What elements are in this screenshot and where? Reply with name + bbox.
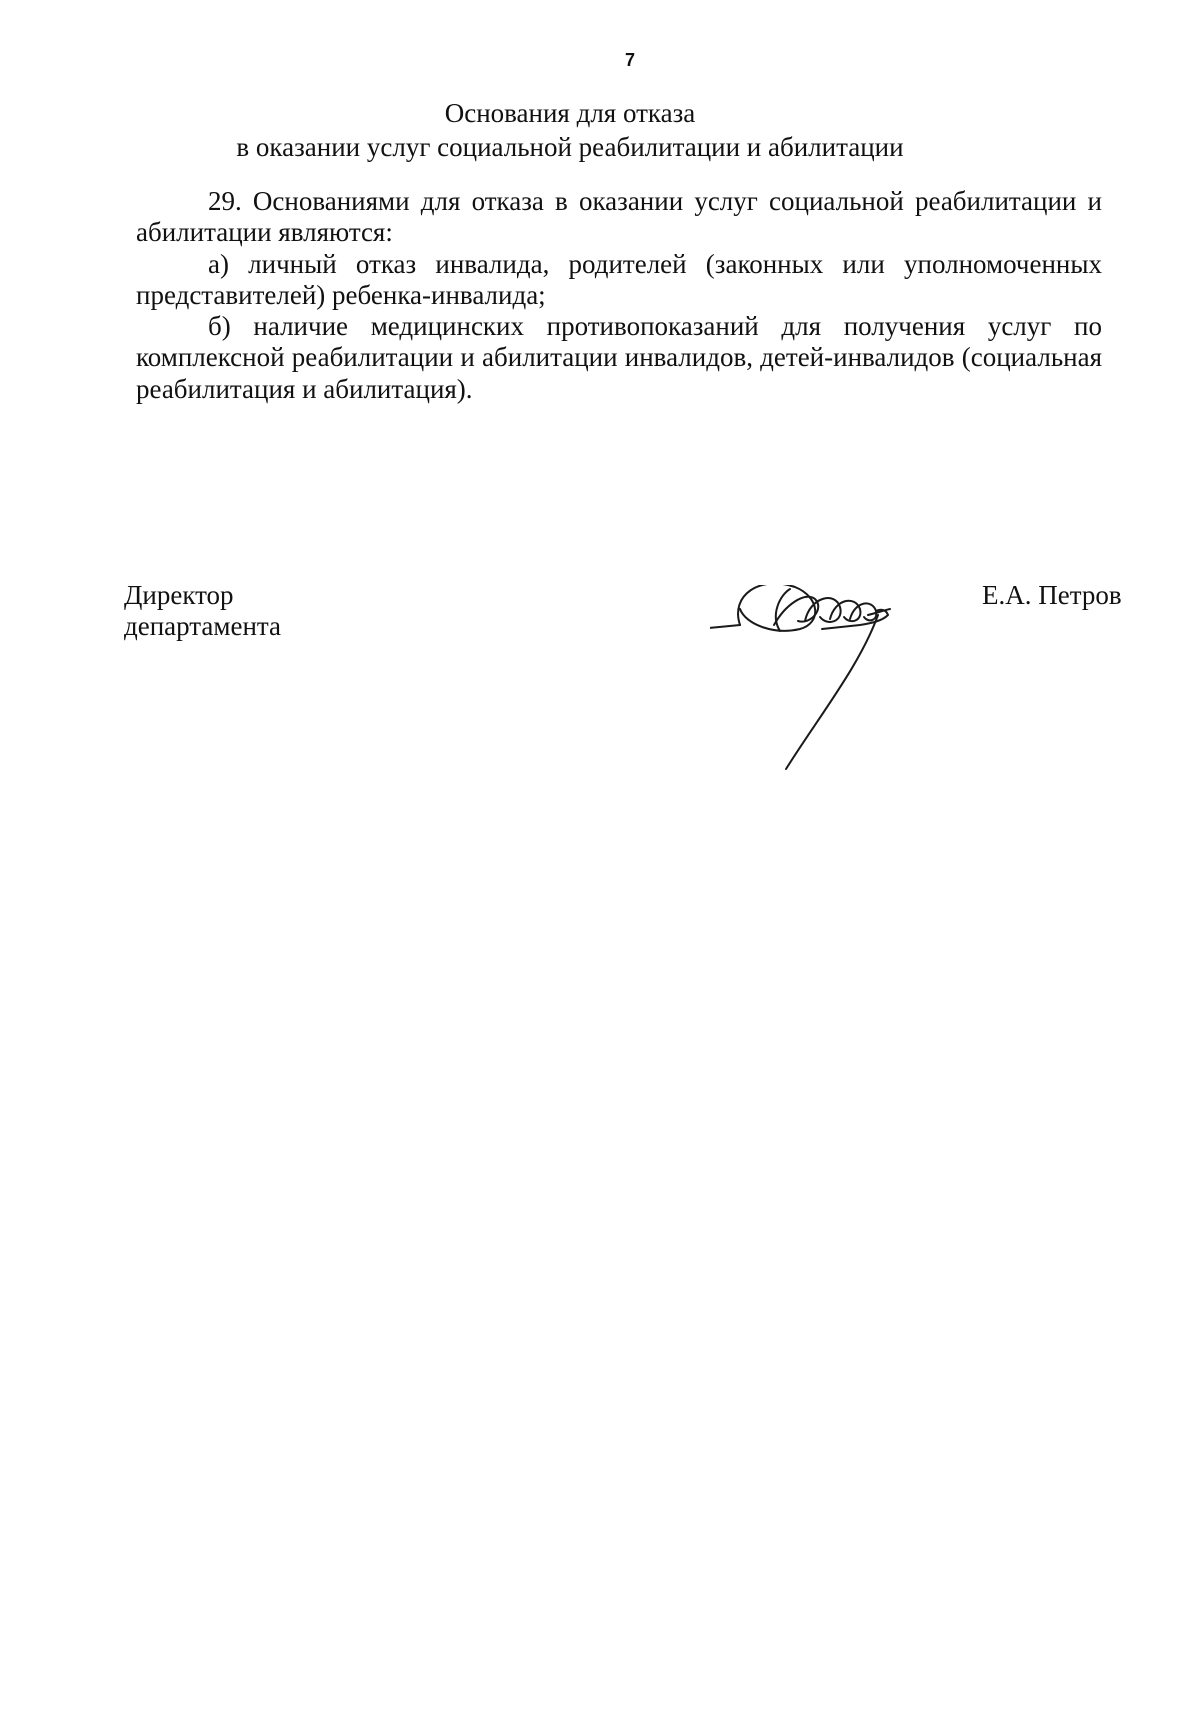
position-line-1: Директор [124, 580, 234, 610]
paragraph-29: 29. Основаниями для отказа в оказании услуг социальной реабилитации и абилитации являются: [136, 186, 1102, 248]
body-text [136, 186, 1102, 405]
handwritten-signature [710, 585, 950, 775]
title-line-1: Основания для отказа [444, 98, 696, 128]
page-number: 7 [624, 50, 635, 70]
section-title [0, 96, 1140, 164]
paragraph-a: а) личный отказ инвалида, родителей (законных или уполномоченных представителей) ребенка-инвалида; [136, 248, 1102, 310]
title-line-2: в оказании услуг социальной реабилитации и абилитации [236, 132, 904, 162]
signatory-position [124, 580, 281, 643]
position-line-2: департамента [124, 611, 282, 642]
paragraph-b: б) наличие медицинских противопоказаний для получения услуг по комплексной реабилитации и абилитации инвалидов, детей-инвалидов (социальная реабилитация и абилитация). [136, 311, 1102, 404]
signatory-name: Е.А. Петров [982, 580, 1122, 610]
